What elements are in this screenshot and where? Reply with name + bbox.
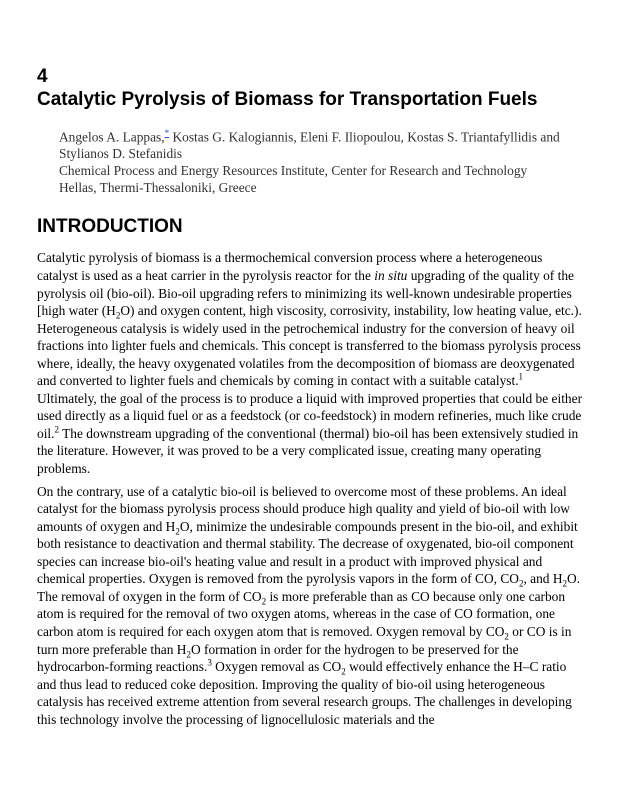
p2-text-6: or CO is in turn more preferable than H bbox=[37, 623, 572, 657]
affiliation-line-1: Chemical Process and Energy Resources Institute, Center for Research and Technology bbox=[59, 163, 528, 179]
p2-text-2: O, minimize the undesirable compounds present in the bio-oil, and exhibit both resistance to deactivation and thermal stability. The decrease of oxygenated, bio-oil component species can increase bio-oil's heating value and result in a product with improved physical and chemical properties. Oxygen is removed from the pyrolysis vapors in the form of CO, CO bbox=[37, 518, 578, 587]
subscript: 2 bbox=[186, 649, 191, 660]
paragraph-2 bbox=[37, 483, 585, 729]
p2-text-3: , and H bbox=[523, 571, 563, 587]
author-list bbox=[59, 125, 585, 162]
p2-text-4: O. The removal of oxygen in the form of CO bbox=[37, 571, 581, 604]
subscript: 2 bbox=[115, 310, 121, 321]
subscript: 2 bbox=[175, 526, 180, 537]
p2-text-9: would effectively enhance the H–C ratio and thus lead to reduced coke deposition. Improving the quality of bio-oil using heterogeneous catalysis has received extreme attention from several research groups. The challenges in developing this technology involve the processing of lignocellulosic materials and the bbox=[37, 659, 572, 727]
chapter-number: 4 bbox=[37, 66, 48, 87]
reference-marker: 2 bbox=[54, 424, 59, 435]
subscript: 2 bbox=[518, 578, 524, 589]
subscript: 2 bbox=[562, 578, 568, 589]
chapter-title: Catalytic Pyrolysis of Biomass for Transportation Fuels bbox=[37, 89, 538, 110]
p1-text-5: The downstream upgrading of the conventional (thermal) bio-oil has been extensively studied in the literature. However, it was proved to be a very complicated issue, creating many operating problems. bbox=[37, 425, 579, 477]
reference-marker: 3 bbox=[207, 657, 212, 668]
reference-marker: 1 bbox=[518, 371, 524, 382]
p1-text-4: Ultimately, the goal of the process is to produce a liquid with improved properties that could be either used directly as a liquid fuel or as a feedstock (or co-feedstock) in modern refineries, much like crude oil. bbox=[37, 390, 583, 441]
document-page bbox=[37, 66, 585, 733]
affiliation-line-2: Hellas, Thermi-Thessaloniki, Greece bbox=[59, 180, 257, 196]
author-rest: Kostas G. Kalogiannis, Eleni F. Iliopoulou, Kostas S. Triantafyllidis and Stylianos D. Stefanidis bbox=[59, 129, 560, 162]
p2-text-7: O formation in order for the hydrogen to be preserved for the hydrocarbon-forming reactions. bbox=[37, 641, 519, 675]
corresponding-author-link[interactable]: * bbox=[164, 128, 170, 138]
p1-text-1: Catalytic pyrolysis of biomass is a thermochemical conversion process where a heterogeneous catalyst is used as a heat carrier in the pyrolysis reactor for the bbox=[37, 250, 543, 284]
affiliation bbox=[59, 162, 585, 196]
subscript: 2 bbox=[504, 631, 509, 642]
p2-text-5: is more preferable than as CO because only one carbon atom is required for the removal of two oxygen atoms, whereas in the case of CO formation, one carbon atom is required for each oxygen atom that is removed. Oxygen removal by CO bbox=[37, 588, 566, 639]
section-heading: INTRODUCTION bbox=[37, 216, 183, 238]
subscript: 2 bbox=[341, 666, 346, 677]
p2-text-1: On the contrary, use of a catalytic bio-oil is believed to overcome most of these problems. An ideal catalyst for the biomass pyrolysis process should produce high quality and yield of bio-oil with low amounts of oxygen and H bbox=[37, 483, 570, 534]
p1-text-3: O) and oxygen content, high viscosity, corrosivity, instability, low heating value, etc.). Heterogeneous catalysis is widely used in the petrochemical industry for the conversion of heavy oil fractions into lighter fuels and chemicals. This concept is transferred to the biomass pyrolysis process where, ideally, the heavy oxygenated volatiles from the decomposition of biomass are deoxygenated and converted to lighter fuels and chemicals by coming in contact with a suitable catalyst. bbox=[37, 303, 582, 389]
p2-text-8: Oxygen removal as CO bbox=[211, 659, 342, 675]
p1-text-2: upgrading of the quality of the pyrolysis oil (bio-oil). Bio-oil upgrading refers to minimizing its well-known undesirable properties [high water (H bbox=[37, 268, 574, 319]
paragraph-1 bbox=[37, 249, 585, 477]
author-first: Angelos A. Lappas, bbox=[59, 129, 165, 145]
subscript: 2 bbox=[261, 596, 267, 607]
p1-italic-in-situ: in situ bbox=[374, 268, 408, 284]
